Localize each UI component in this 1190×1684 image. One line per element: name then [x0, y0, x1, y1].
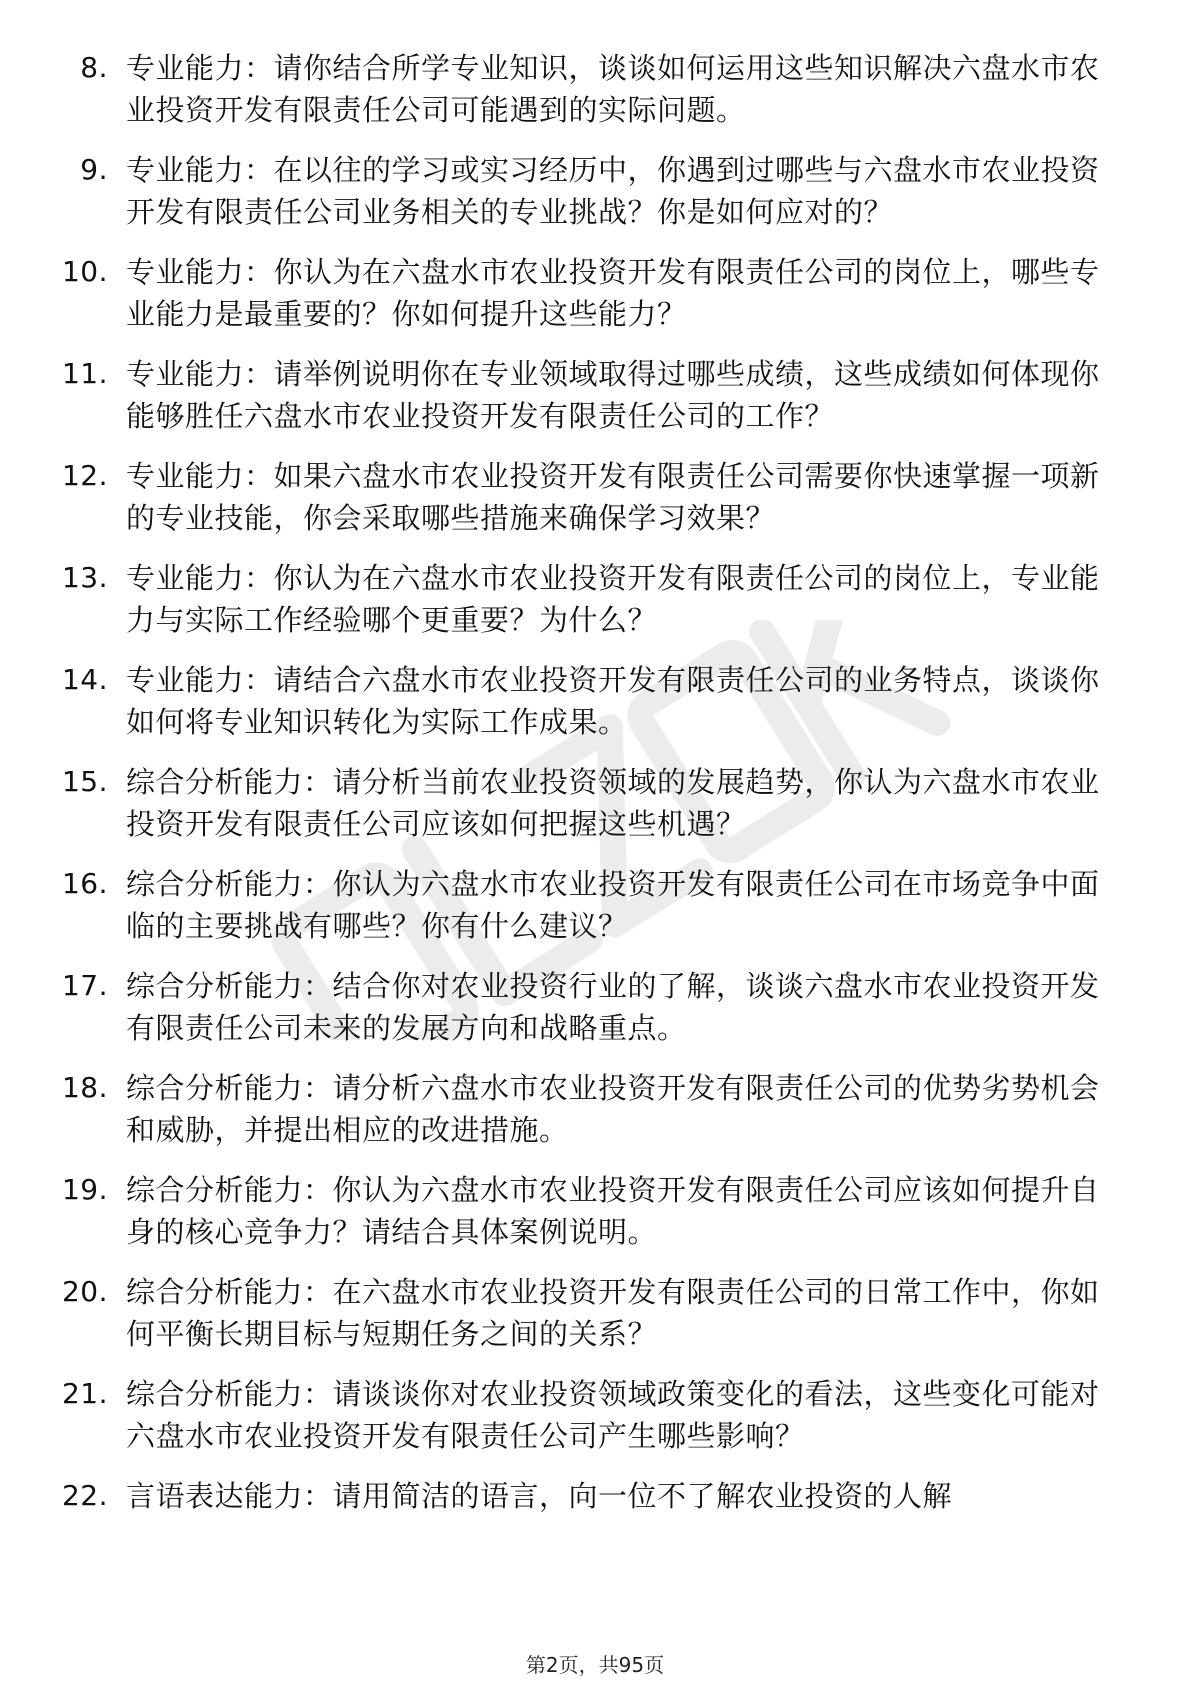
question-item [0, 557, 1190, 641]
question-number: 8. [80, 51, 108, 84]
question-text: 言语表达能力：请用简洁的语言，向一位不了解农业投资的人解 [126, 1479, 953, 1513]
question-item [0, 1067, 1190, 1151]
page-footer [0, 1652, 1190, 1678]
question-list [0, 47, 1190, 1535]
question-text: 专业能力：你认为在六盘水市农业投资开发有限责任公司的岗位上，专业能力与实际工作经验哪个更重要？为什么？ [126, 561, 1100, 637]
question-number: 9. [80, 153, 108, 186]
question-number: 15. [61, 765, 108, 798]
question-item [0, 863, 1190, 947]
question-text: 专业能力：请结合六盘水市农业投资开发有限责任公司的业务特点，谈谈你如何将专业知识转化为实际工作成果。 [126, 663, 1100, 739]
question-item [0, 1169, 1190, 1253]
question-number: 22. [61, 1479, 108, 1512]
question-number: 19. [61, 1173, 108, 1206]
question-item [0, 47, 1190, 131]
question-number: 17. [61, 969, 108, 1002]
question-item [0, 965, 1190, 1049]
question-item [0, 1373, 1190, 1457]
question-text: 综合分析能力：你认为六盘水市农业投资开发有限责任公司在市场竞争中面临的主要挑战有哪些？你有什么建议？ [126, 867, 1100, 943]
question-number: 10. [61, 255, 108, 288]
question-item [0, 455, 1190, 539]
question-text: 综合分析能力：请分析六盘水市农业投资开发有限责任公司的优势劣势机会和威胁，并提出相应的改进措施。 [126, 1071, 1100, 1147]
question-number: 16. [61, 867, 108, 900]
question-text: 综合分析能力：结合你对农业投资行业的了解，谈谈六盘水市农业投资开发有限责任公司未来的发展方向和战略重点。 [126, 969, 1100, 1045]
question-item [0, 251, 1190, 335]
question-text: 综合分析能力：请谈谈你对农业投资领域政策变化的看法，这些变化可能对六盘水市农业投资开发有限责任公司产生哪些影响？ [126, 1377, 1100, 1453]
question-number: 18. [61, 1071, 108, 1104]
question-item [0, 761, 1190, 845]
question-text: 综合分析能力：在六盘水市农业投资开发有限责任公司的日常工作中，你如何平衡长期目标与短期任务之间的关系？ [126, 1275, 1100, 1351]
question-text: 综合分析能力：你认为六盘水市农业投资开发有限责任公司应该如何提升自身的核心竞争力？请结合具体案例说明。 [126, 1173, 1100, 1249]
question-text: 综合分析能力：请分析当前农业投资领域的发展趋势，你认为六盘水市农业投资开发有限责任公司应该如何把握这些机遇？ [126, 765, 1100, 841]
question-item [0, 1475, 1190, 1517]
question-item [0, 353, 1190, 437]
question-number: 13. [61, 561, 108, 594]
question-text: 专业能力：如果六盘水市农业投资开发有限责任公司需要你快速掌握一项新的专业技能，你会采取哪些措施来确保学习效果？ [126, 459, 1100, 535]
question-number: 21. [61, 1377, 108, 1410]
question-item [0, 1271, 1190, 1355]
question-number: 14. [61, 663, 108, 696]
question-text: 专业能力：请举例说明你在专业领域取得过哪些成绩，这些成绩如何体现你能够胜任六盘水市农业投资开发有限责任公司的工作？ [126, 357, 1100, 433]
question-number: 11. [61, 357, 108, 390]
question-text: 专业能力：你认为在六盘水市农业投资开发有限责任公司的岗位上，哪些专业能力是最重要的？你如何提升这些能力？ [126, 255, 1100, 331]
page-number-label: 第2页，共95页 [525, 1653, 665, 1677]
question-text: 专业能力：在以往的学习或实习经历中，你遇到过哪些与六盘水市农业投资开发有限责任公司业务相关的专业挑战？你是如何应对的？ [126, 153, 1100, 229]
question-item [0, 149, 1190, 233]
question-item [0, 659, 1190, 743]
question-number: 20. [61, 1275, 108, 1308]
question-number: 12. [61, 459, 108, 492]
question-text: 专业能力：请你结合所学专业知识，谈谈如何运用这些知识解决六盘水市农业投资开发有限责任公司可能遇到的实际问题。 [126, 51, 1100, 127]
